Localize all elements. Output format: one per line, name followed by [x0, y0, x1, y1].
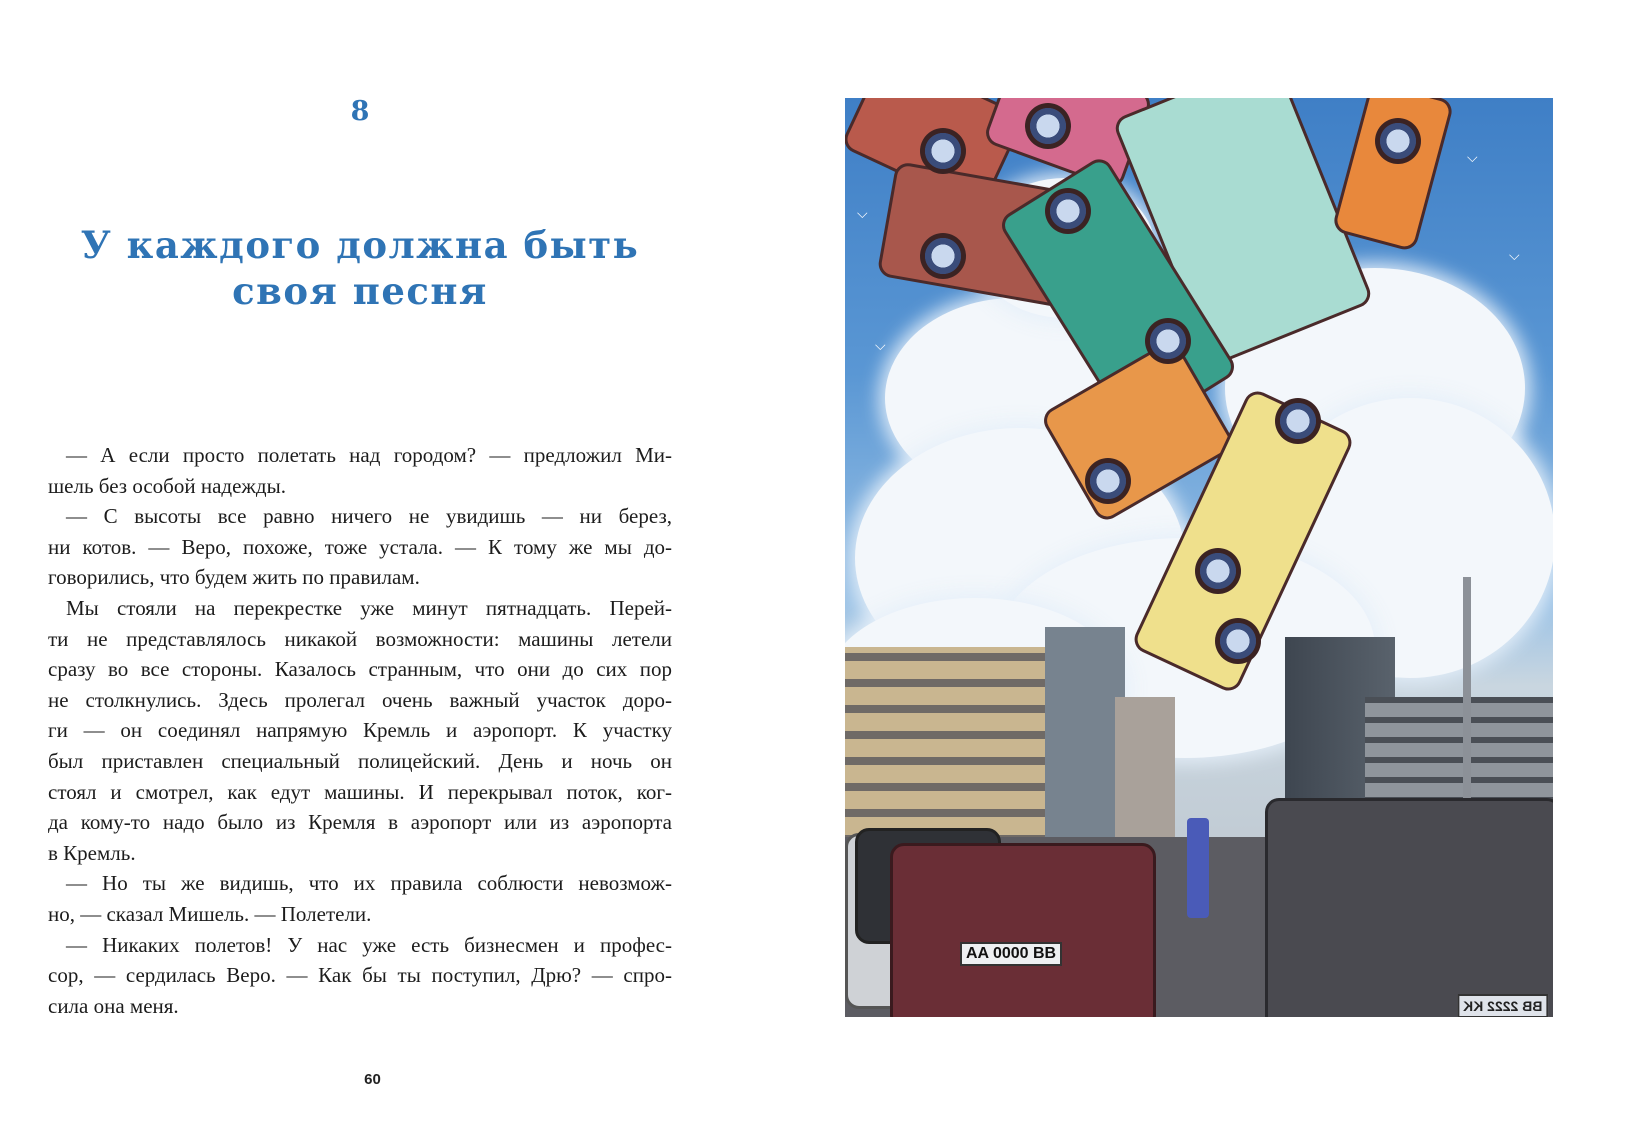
chapter-title: [40, 222, 680, 314]
license-plate-mirrored: BB 2222 KK: [1457, 994, 1548, 1017]
text-line: ти не представлялось никакой возможности: машины летели: [48, 626, 672, 651]
text-line: — Никаких полетов! У нас уже есть бизнесмен и профес-: [66, 932, 672, 957]
car-wheel: [920, 233, 966, 279]
car-wheel: [1215, 618, 1261, 664]
text-line: сор, — сердилась Веро. — Как бы ты поступил, Дрю? — спро-: [48, 963, 672, 988]
illustration-flying-cars: [845, 98, 1553, 1017]
traffic-car-maroon: [890, 843, 1156, 1017]
text-line: — А если просто полетать над городом? — предложил Ми-: [66, 443, 672, 467]
bird-icon: ⌵: [875, 338, 886, 354]
body-text: [48, 440, 672, 1021]
bird-icon: ⌵: [1509, 248, 1520, 264]
car-wheel: [1085, 458, 1131, 504]
text-line: сила она меня.: [48, 993, 179, 1018]
text-line: говорились, что будем жить по правилам.: [48, 565, 420, 590]
text-line: — С высоты все равно ничего не увидишь — ни берез,: [66, 504, 672, 529]
chapter-title-line: У каждого должна быть: [80, 223, 640, 267]
text-line: сразу во все стороны. Казалось странным, что они до сих пор: [48, 657, 672, 682]
car-wheel: [1045, 188, 1091, 234]
chapter-number: 8: [350, 96, 370, 127]
left-page: [0, 0, 810, 1146]
car-wheel: [920, 128, 966, 174]
text-line: шель без особой надежды.: [48, 473, 286, 498]
car-wheel: [1025, 103, 1071, 149]
license-plate: AA 0000 BB: [960, 942, 1062, 966]
chapter-title-line: своя песня: [232, 269, 488, 313]
text-line: был приставлен специальный полицейский. День и ночь он: [48, 748, 672, 773]
traffic-officer: [1187, 818, 1209, 918]
car-wheel: [1195, 548, 1241, 594]
text-line: в Кремль.: [48, 840, 136, 865]
car-wheel: [1375, 118, 1421, 164]
bird-icon: ⌵: [857, 206, 868, 222]
text-line: — Но ты же видишь, что их правила соблюсти невозмож-: [66, 871, 672, 896]
car-wheel: [1145, 318, 1191, 364]
text-line: ни котов. — Веро, похоже, тоже устала. — К тому же мы до-: [48, 534, 672, 559]
text-line: Мы стояли на перекрестке уже минут пятнадцать. Перей-: [66, 595, 672, 620]
text-line: ги — он соединял напрямую Кремль и аэропорт. К участку: [48, 718, 672, 743]
bird-icon: ⌵: [1467, 150, 1478, 166]
text-line: но, — сказал Мишель. — Полетели.: [48, 901, 372, 926]
text-line: стоял и смотрел, как едут машины. И перекрывал поток, ког-: [48, 779, 672, 804]
traffic-car-suv: [1265, 798, 1553, 1017]
page-number: 60: [364, 1071, 381, 1088]
car-wheel: [1275, 398, 1321, 444]
text-line: не столкнулись. Здесь пролегал очень важный участок доро-: [48, 687, 672, 712]
text-line: да кому-то надо было из Кремля в аэропорт или из аэропорта: [48, 810, 672, 835]
